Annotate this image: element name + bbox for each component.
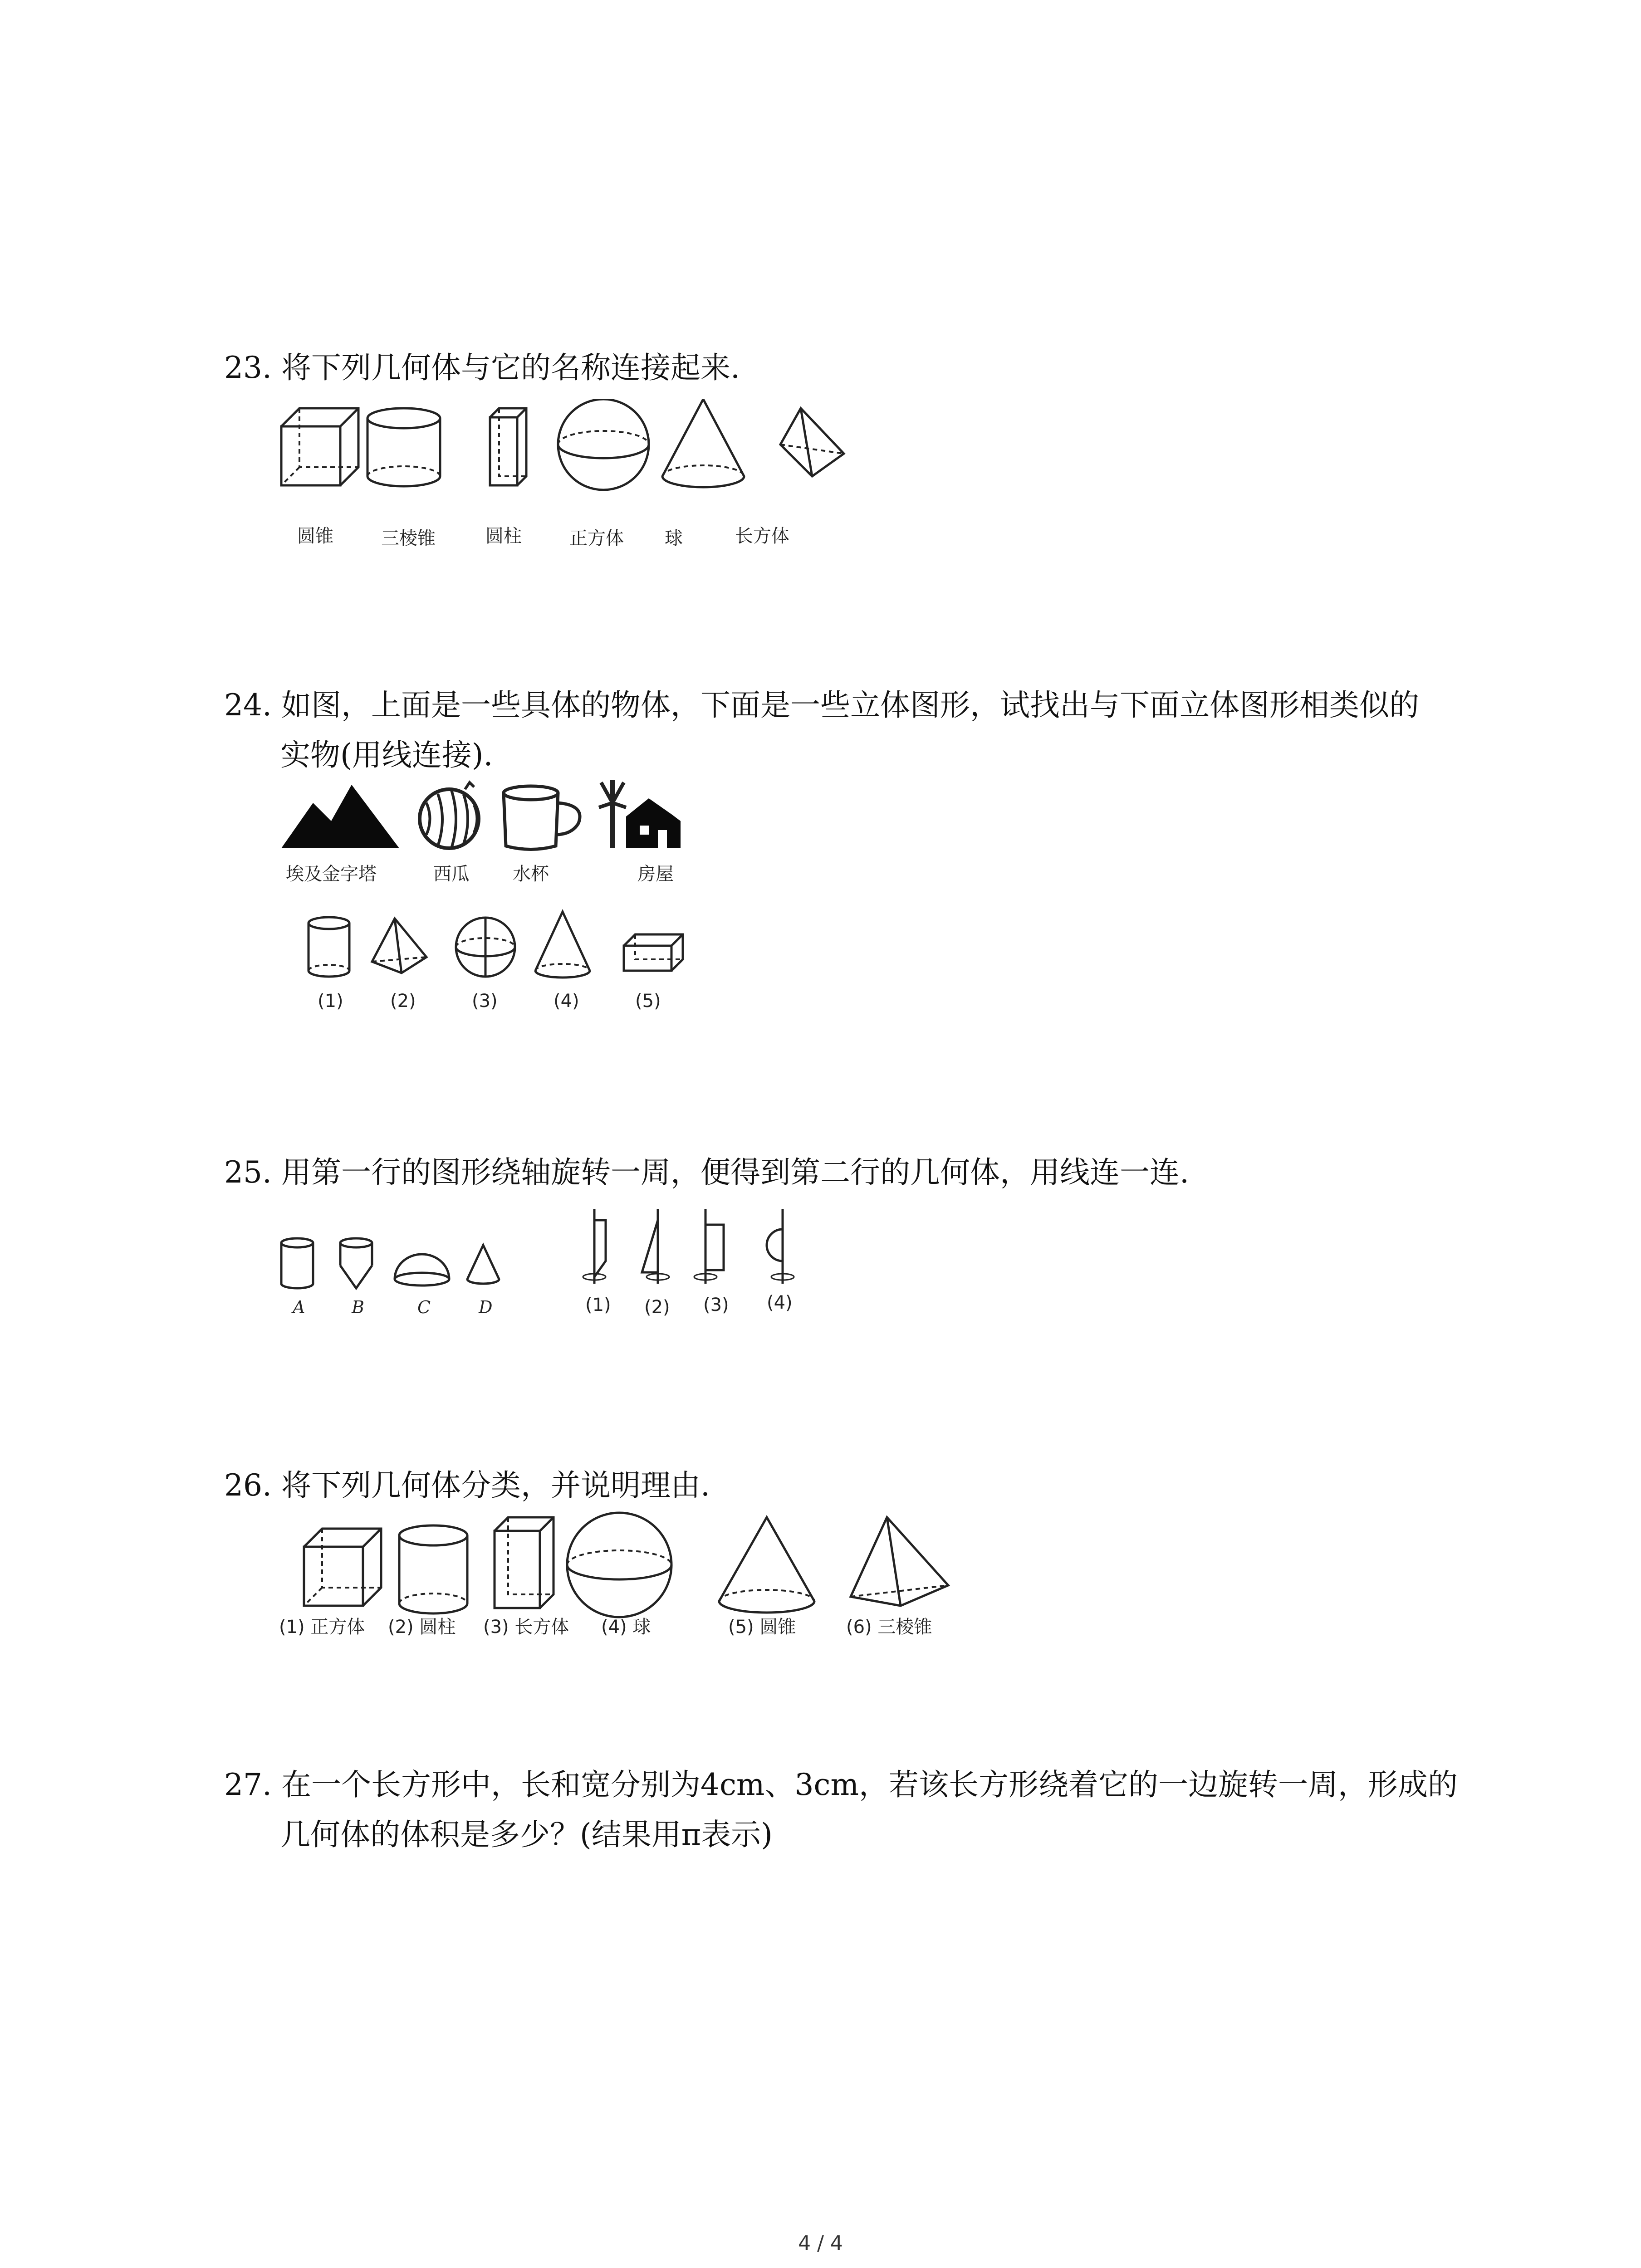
label-23-2: 三棱锥 [381,528,436,549]
label-shape-1: (1) [318,991,343,1012]
cube-shape [304,1529,381,1606]
label-C: C [417,1297,431,1317]
cylinder-shape [309,917,349,977]
label-shape-2: (2) [390,991,416,1012]
label-26-6: (6) 三棱锥 [846,1617,932,1637]
question-text: 将下列几何体分类，并说明理由. [281,1468,710,1503]
label-plane-4: (4) [767,1292,793,1313]
figure-25 [272,1202,817,1329]
cylinder-shape [367,408,440,486]
cylinder-cone-solid [340,1238,372,1288]
cone-shape [719,1517,814,1613]
triangular-pyramid-shape [372,919,426,973]
label-shape-5: (5) [635,991,661,1012]
question-23 [224,343,740,393]
label-26-1: (1) 正方体 [279,1617,365,1637]
cylinder-shape [399,1525,467,1613]
figure-23 [272,399,862,562]
question-text-line2: 实物(用线连接). [280,738,493,772]
label-23-5: 球 [665,528,683,549]
cup-object-icon [504,786,580,850]
sphere-shape [456,918,515,977]
triangular-pyramid-shape [851,1517,948,1606]
hemisphere-solid [395,1254,449,1286]
sphere-shape [558,399,649,490]
label-cup: 水杯 [513,864,549,885]
cube-shape [281,408,358,485]
cylinder-solid [281,1238,313,1288]
question-number: 25. [224,1155,272,1190]
cone-shape [662,399,744,487]
plane-figure-1 [583,1209,606,1284]
figure-24 [277,771,730,1025]
label-23-6: 长方体 [735,526,789,547]
cone-shape [535,912,590,978]
plane-figure-2 [642,1209,669,1284]
label-26-3: (3) 长方体 [483,1617,569,1637]
label-watermelon: 西瓜 [433,864,470,885]
page-number: 4 / 4 [798,2232,843,2255]
watermelon-object-icon [420,782,479,848]
question-25 [224,1148,1189,1198]
cuboid-shape [495,1517,554,1608]
label-26-4: (4) 球 [601,1617,651,1637]
label-B: B [352,1297,364,1317]
cuboid-shape [490,408,526,485]
question-text: 将下列几何体与它的名称连接起来. [281,350,740,385]
question-text: 用第一行的图形绕轴旋转一周，便得到第二行的几何体，用线连一连. [281,1155,1189,1190]
question-27 [224,1760,1458,1860]
question-24 [224,680,1419,780]
label-23-4: 正方体 [569,528,624,549]
label-26-5: (5) 圆锥 [728,1617,796,1637]
house-object-icon [599,780,681,848]
question-number: 24. [224,688,272,723]
label-plane-2: (2) [644,1297,670,1318]
question-number: 23. [224,350,272,385]
question-text-line1: 如图，上面是一些具体的物体，下面是一些立体图形，试找出与下面立体图形相类似的 [281,688,1419,723]
label-A: A [293,1297,305,1317]
triangular-pyramid-shape [780,408,844,476]
label-house: 房屋 [637,864,674,885]
label-26-2: (2) 圆柱 [388,1617,456,1637]
cuboid-shape [624,934,683,971]
cone-solid [467,1245,499,1284]
plane-figure-4 [767,1209,794,1284]
question-number: 26. [224,1468,272,1503]
figure-26 [272,1510,998,1647]
plane-figure-3 [694,1209,724,1284]
question-text-line1: 在一个长方形中，长和宽分别为4cm、3cm，若该长方形绕着它的一边旋转一周，形成的 [281,1767,1458,1802]
label-plane-1: (1) [585,1295,611,1315]
label-shape-4: (4) [554,991,579,1012]
sphere-shape [567,1513,671,1617]
label-plane-3: (3) [703,1295,729,1315]
label-shape-3: (3) [472,991,498,1012]
question-text-line2: 几何体的体积是多少？(结果用π表示) [280,1817,773,1852]
pyramid-object-icon [281,785,399,848]
question-26 [224,1461,710,1510]
label-pyramid: 埃及金字塔 [286,864,377,885]
label-23-3: 圆柱 [485,526,522,547]
label-D: D [479,1297,493,1317]
label-23-1: 圆锥 [297,526,333,547]
question-number: 27. [224,1767,272,1802]
